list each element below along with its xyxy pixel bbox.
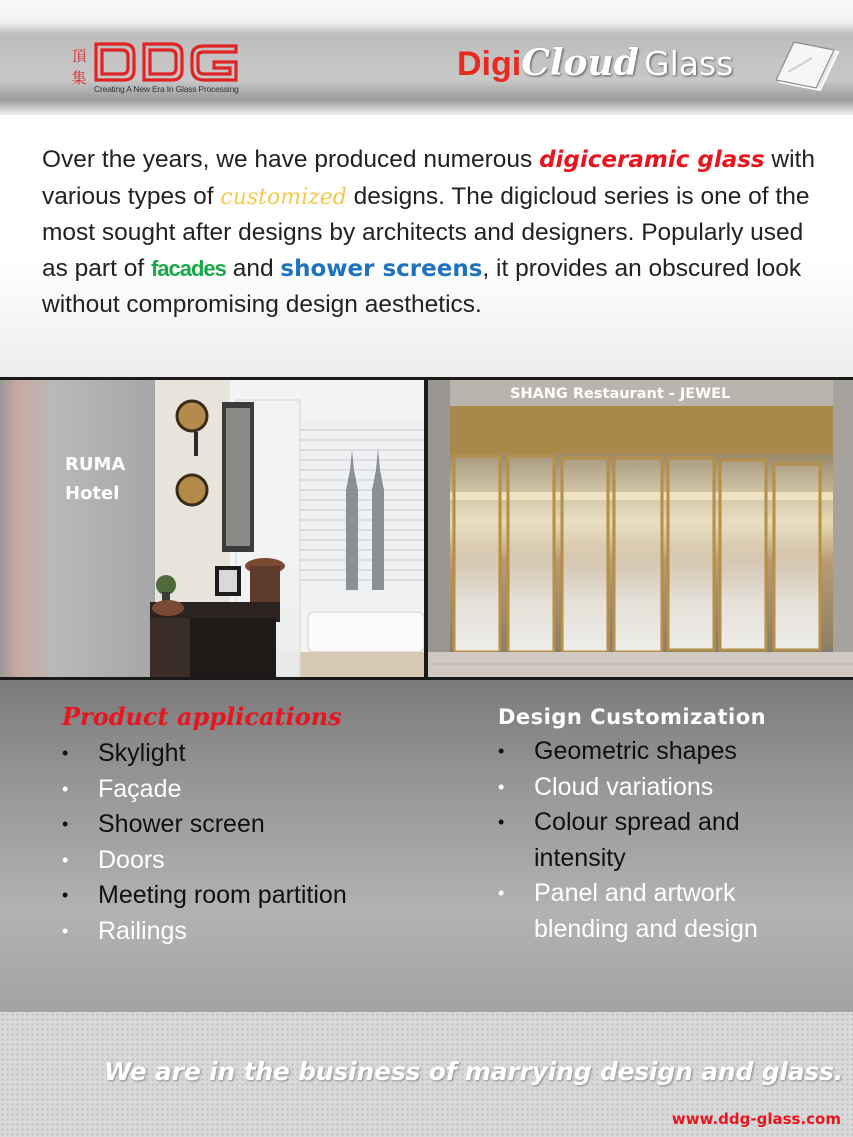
glass-pane-icon — [776, 38, 842, 94]
intro-text-3: designs. The digicloud series is one of the most sought after designs by architects and designers. Popularly used as part of — [42, 182, 810, 282]
ruma-caption-line-2: Hotel — [65, 483, 120, 504]
bullet-icon: • — [498, 741, 505, 761]
bullet-icon: • — [62, 849, 69, 870]
bullet-icon: • — [62, 814, 69, 835]
list-item: • Meeting room partition — [62, 878, 392, 914]
list-item: • Railings — [62, 914, 392, 950]
title-cloud: Cloud — [521, 42, 639, 84]
intro-text-4: and — [225, 254, 281, 282]
intro-paragraph — [42, 142, 832, 323]
intro-text-2: with various types of — [42, 146, 815, 210]
bullet-icon: • — [498, 883, 505, 904]
product-applications-list — [62, 736, 392, 950]
list-item: • Skylight — [62, 736, 392, 772]
website-link[interactable]: www.ddg-glass.com — [671, 1110, 841, 1128]
title-glass: Glass — [644, 44, 734, 83]
list-item: • Colour spread and intensity — [498, 805, 828, 876]
list-item: • Cloud variations — [498, 770, 828, 806]
logo-chinese-characters — [70, 45, 88, 89]
list-item: • Panel and artwork blending and design — [498, 876, 828, 947]
keyword-digiceramic-glass: digiceramic glass — [539, 147, 765, 173]
keyword-facades: facades — [150, 255, 226, 281]
keyword-customized: customized — [220, 184, 347, 210]
list-item: • Façade — [62, 772, 392, 808]
photo-strip — [0, 377, 853, 680]
logo-cjk-char-1: 頂 — [71, 47, 87, 65]
product-applications-heading: Product applications — [62, 702, 342, 731]
bullet-icon: • — [62, 920, 69, 941]
list-item: • Doors — [62, 843, 392, 879]
footer-slogan: We are in the business of marrying design and glass. — [104, 1057, 844, 1086]
ddg-logo — [92, 40, 242, 84]
list-item: • Shower screen — [62, 807, 392, 843]
shang-restaurant-photo — [428, 380, 853, 677]
logo-tagline: Creating A New Era In Glass Processing — [94, 84, 239, 94]
bullet-icon: • — [62, 778, 69, 799]
title-digi: Digi — [457, 45, 522, 83]
bullet-icon: • — [498, 812, 505, 833]
bullet-icon: • — [498, 776, 505, 797]
design-customization-heading: Design Customization — [498, 705, 767, 729]
bullet-icon: • — [62, 885, 69, 906]
keyword-shower-screens: shower screens — [280, 255, 483, 282]
ruma-caption-line-1: RUMA — [65, 454, 126, 475]
logo-cjk-char-2: 集 — [71, 69, 87, 87]
list-item: • Geometric shapes — [498, 734, 828, 770]
page-title — [457, 42, 733, 92]
design-customization-list — [498, 734, 828, 948]
ruma-hotel-photo — [0, 380, 424, 677]
intro-text-1: Over the years, we have produced numerous — [42, 146, 540, 173]
intro-text-5: , it provides an obscured look without compromising design aesthetics. — [42, 254, 802, 318]
bullet-icon: • — [62, 743, 69, 763]
ruma-hotel-caption — [65, 450, 165, 508]
shang-restaurant-caption: SHANG Restaurant - JEWEL — [510, 386, 731, 402]
